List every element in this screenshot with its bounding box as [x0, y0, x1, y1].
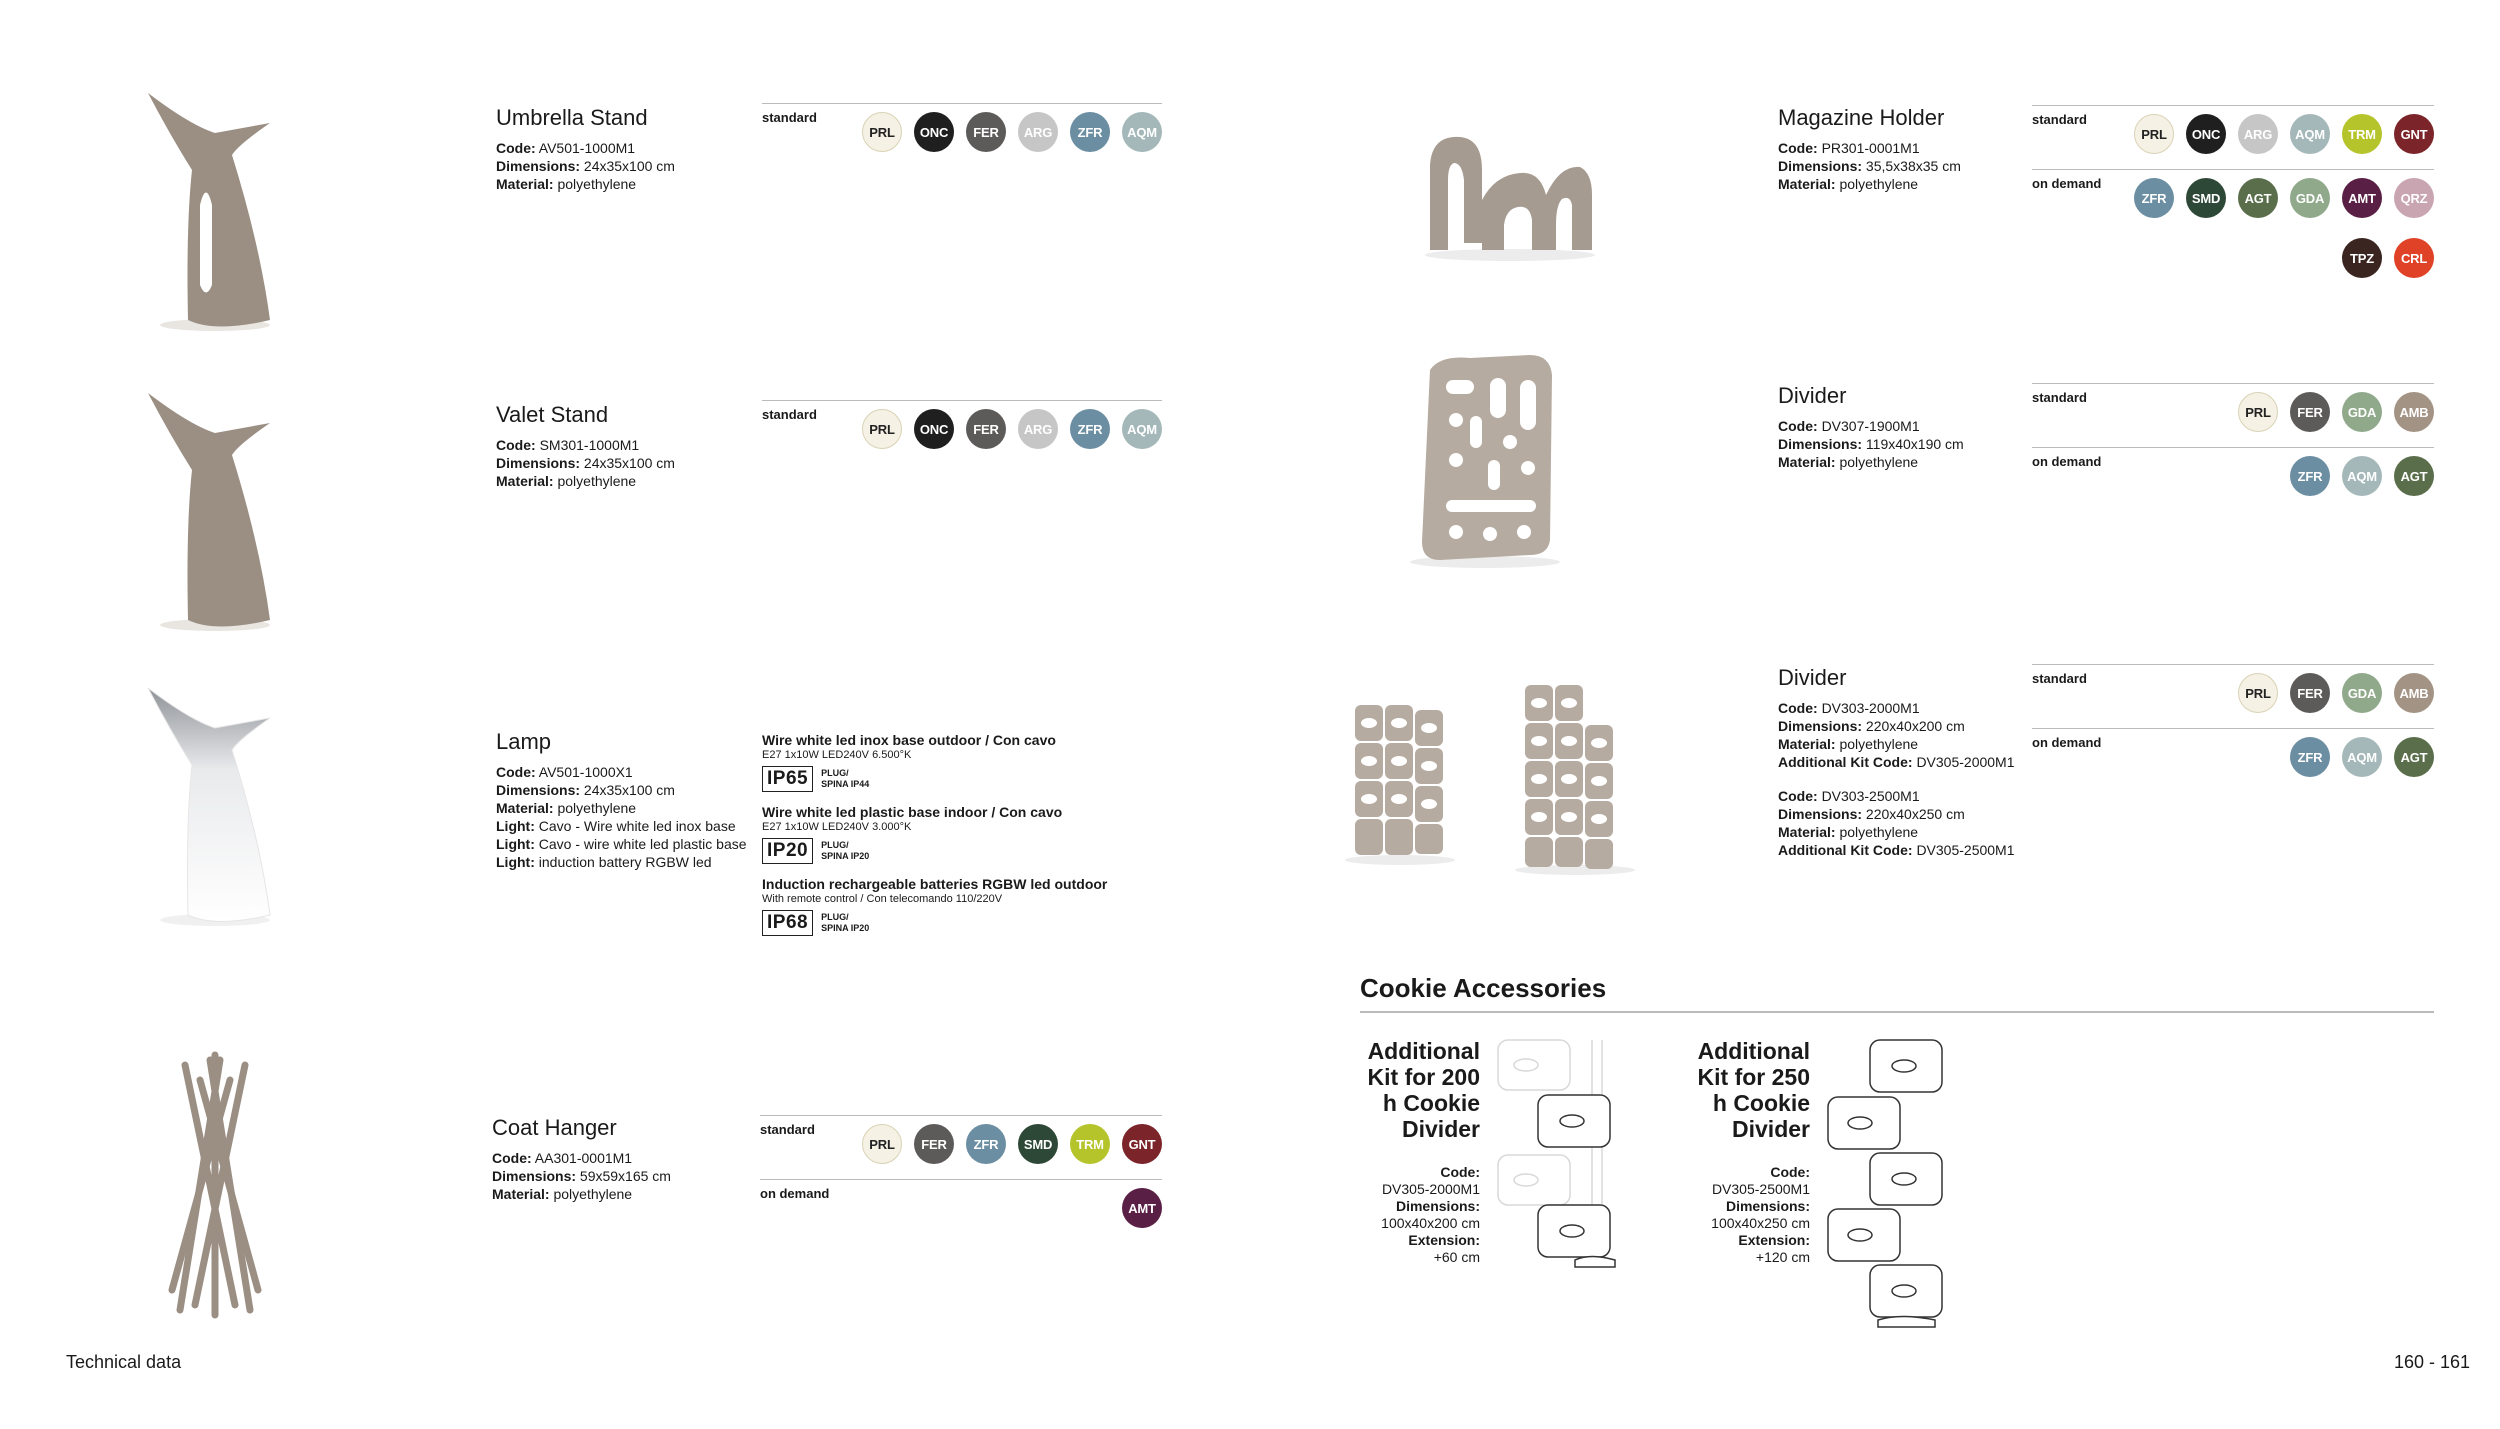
color-swatch-zfr: ZFR	[2134, 178, 2174, 218]
color-swatch-onc: ONC	[914, 409, 954, 449]
code-row	[1778, 417, 2028, 435]
kit-code-row	[1778, 753, 2030, 771]
light-label: Light:	[496, 836, 535, 852]
plug-label	[821, 840, 869, 862]
standard-colors-row	[2032, 664, 2434, 728]
color-swatch-aqm: AQM	[1122, 409, 1162, 449]
color-swatch-fer: FER	[2290, 392, 2330, 432]
color-swatch-prl: PRL	[2134, 114, 2174, 154]
color-swatch-gda: GDA	[2290, 178, 2330, 218]
ip-rating	[762, 838, 1182, 864]
code-label: Code:	[496, 764, 536, 780]
code-value: DV305-2500M1	[1711, 1181, 1810, 1197]
plug-line: PLUG/	[821, 912, 849, 922]
color-swatch-aqm: AQM	[2342, 737, 2382, 777]
dimensions-label: Dimensions:	[496, 455, 581, 471]
material-row	[492, 1185, 752, 1203]
light-value: Cavo - Wire white led inox base	[538, 818, 736, 834]
code-label: Code:	[496, 437, 536, 453]
material-label: Material:	[1778, 824, 1836, 840]
dimensions-value: 100x40x250 cm	[1711, 1215, 1810, 1231]
material-label: Material:	[1778, 736, 1836, 752]
valet-stand-image	[120, 385, 290, 635]
color-swatch-qrz: QRZ	[2394, 178, 2434, 218]
product-details	[1778, 665, 2030, 859]
color-swatch-onc: ONC	[2186, 114, 2226, 154]
ip-rating	[762, 910, 1182, 936]
swatch-list	[2290, 456, 2434, 496]
color-swatch-arg: ARG	[2238, 114, 2278, 154]
option-title: Wire white led inox base outdoor / Con cavo	[762, 732, 1056, 748]
lamp-options	[762, 732, 1182, 948]
standard-label: standard	[762, 110, 817, 125]
product-name: Divider	[1778, 383, 1847, 408]
material-value: polyethylene	[557, 176, 637, 192]
light-label: Light:	[496, 818, 535, 834]
ip-rating	[762, 766, 1182, 792]
light-value: induction battery RGBW led	[538, 854, 712, 870]
dimensions-value: 220x40x250 cm	[1865, 806, 1965, 822]
code-row	[496, 139, 756, 157]
standard-label: standard	[762, 407, 817, 422]
lamp-option	[762, 732, 1182, 792]
color-swatch-prl: PRL	[862, 1124, 902, 1164]
material-value: polyethylene	[1839, 824, 1919, 840]
kit-200-drawing	[1490, 1035, 1630, 1275]
color-swatch-tpz: TPZ	[2342, 238, 2382, 278]
color-options	[2032, 664, 2434, 792]
code-label: Code:	[496, 140, 536, 156]
option-spec: With remote control / Con telecomando 110/220V	[762, 893, 1003, 905]
product-details	[496, 105, 756, 193]
product-details	[496, 402, 756, 490]
option-title: Wire white led plastic base indoor / Con cavo	[762, 804, 1063, 820]
swatch-list-extra	[2342, 238, 2434, 278]
code-label: Code:	[1778, 418, 1818, 434]
product-details	[1778, 105, 2028, 193]
material-label: Material:	[492, 1186, 550, 1202]
color-swatch-zfr: ZFR	[2290, 456, 2330, 496]
section-divider	[1360, 1011, 2434, 1013]
plug-line: SPINA IP20	[821, 851, 870, 861]
plug-label	[821, 768, 869, 790]
color-swatch-agt: AGT	[2238, 178, 2278, 218]
product-details	[1778, 383, 2028, 471]
material-value: polyethylene	[557, 800, 637, 816]
dimensions-value: 24x35x100 cm	[583, 455, 675, 471]
standard-colors-row	[2032, 105, 2434, 169]
swatch-list	[2238, 673, 2434, 713]
accessory-info	[1360, 1164, 1480, 1266]
color-swatch-fer: FER	[966, 409, 1006, 449]
color-swatch-crl: CRL	[2394, 238, 2434, 278]
swatch-list	[862, 409, 1162, 449]
product-name: Lamp	[496, 729, 552, 754]
code-value: AV501-1000X1	[538, 764, 633, 780]
swatch-list	[862, 1124, 1162, 1164]
color-swatch-smd: SMD	[2186, 178, 2226, 218]
code-value: SM301-1000M1	[539, 437, 640, 453]
dimensions-value: 119x40x190 cm	[1865, 436, 1964, 452]
color-swatch-fer: FER	[2290, 673, 2330, 713]
code-label: Code:	[1440, 1164, 1480, 1180]
code-label: Code:	[1778, 788, 1818, 804]
color-swatch-trm: TRM	[1070, 1124, 1110, 1164]
extension-label: Extension:	[1408, 1232, 1480, 1248]
dimensions-label: Dimensions:	[496, 158, 581, 174]
code-row	[492, 1149, 752, 1167]
color-swatch-zfr: ZFR	[1070, 112, 1110, 152]
option-title: Induction rechargeable batteries RGBW led outdoor	[762, 876, 1108, 892]
material-label: Material:	[496, 800, 554, 816]
color-swatch-zfr: ZFR	[2290, 737, 2330, 777]
standard-colors-row	[762, 103, 1162, 167]
code-row	[1778, 787, 2030, 805]
color-swatch-prl: PRL	[2238, 673, 2278, 713]
dimensions-row	[1778, 435, 2028, 453]
color-swatch-prl: PRL	[2238, 392, 2278, 432]
material-label: Material:	[1778, 176, 1836, 192]
accessory-kit-200	[1360, 1038, 1480, 1266]
product-name: Divider	[1778, 665, 1847, 690]
code-value: DV305-2000M1	[1381, 1181, 1480, 1197]
dimensions-label: Dimensions:	[1778, 806, 1863, 822]
dimensions-row	[492, 1167, 752, 1185]
material-value: polyethylene	[557, 473, 637, 489]
code-value: DV307-1900M1	[1821, 418, 1920, 434]
code-value: AV501-1000M1	[538, 140, 636, 156]
accessory-kit-250	[1690, 1038, 1810, 1266]
color-options	[2032, 105, 2434, 266]
material-row	[1778, 453, 2028, 471]
material-label: Material:	[496, 473, 554, 489]
code-value: DV303-2000M1	[1821, 700, 1920, 716]
swatch-list	[862, 112, 1162, 152]
code-label: Code:	[492, 1150, 532, 1166]
material-row	[496, 175, 756, 193]
coat-hanger-image	[160, 1050, 270, 1320]
color-swatch-gnt: GNT	[1122, 1124, 1162, 1164]
material-row	[1778, 175, 2028, 193]
on-demand-colors-row	[2032, 728, 2434, 792]
color-swatch-gda: GDA	[2342, 673, 2382, 713]
material-value: polyethylene	[1839, 736, 1919, 752]
color-options	[760, 1115, 1162, 1243]
material-row	[496, 799, 751, 817]
dimensions-row	[1778, 805, 2030, 823]
color-swatch-prl: PRL	[862, 112, 902, 152]
color-swatch-agt: AGT	[2394, 456, 2434, 496]
color-swatch-amt: AMT	[1122, 1188, 1162, 1228]
footer-section-label: Technical data	[66, 1352, 182, 1372]
light-row	[496, 817, 751, 835]
extension-label: Extension:	[1738, 1232, 1810, 1248]
on-demand-label: on demand	[2032, 176, 2102, 191]
code-row	[1778, 699, 2030, 717]
color-swatch-aqm: AQM	[1122, 112, 1162, 152]
material-value: polyethylene	[1839, 454, 1919, 470]
plug-label	[821, 912, 869, 934]
color-swatch-gnt: GNT	[2394, 114, 2434, 154]
extension-value: +60 cm	[1433, 1249, 1480, 1265]
plug-line: SPINA IP44	[821, 779, 870, 789]
kit-code-value: DV305-2000M1	[1916, 754, 2015, 770]
standard-label: standard	[760, 1122, 815, 1137]
color-swatch-zfr: ZFR	[966, 1124, 1006, 1164]
code-value: DV303-2500M1	[1821, 788, 1920, 804]
material-row	[1778, 735, 2030, 753]
standard-colors-row	[762, 400, 1162, 464]
kit-code-label: Additional Kit Code:	[1778, 842, 1913, 858]
material-row	[496, 472, 756, 490]
material-label: Material:	[496, 176, 554, 192]
dimensions-label: Dimensions:	[1778, 718, 1863, 734]
dimensions-label: Dimensions:	[1778, 436, 1863, 452]
kit-code-row	[1778, 841, 2030, 859]
color-swatch-fer: FER	[914, 1124, 954, 1164]
color-swatch-aqm: AQM	[2342, 456, 2382, 496]
on-demand-label: on demand	[760, 1186, 830, 1201]
color-swatch-agt: AGT	[2394, 737, 2434, 777]
light-row	[496, 835, 751, 853]
dimensions-label: Dimensions:	[496, 782, 581, 798]
dimensions-value: 220x40x200 cm	[1865, 718, 1965, 734]
swatch-list	[2290, 737, 2434, 777]
kit-code-value: DV305-2500M1	[1916, 842, 2015, 858]
accessory-info	[1690, 1164, 1810, 1266]
magazine-holder-image	[1420, 125, 1600, 265]
plug-line: SPINA IP20	[821, 923, 870, 933]
material-value: polyethylene	[1839, 176, 1919, 192]
color-swatch-onc: ONC	[914, 112, 954, 152]
light-row	[496, 853, 751, 871]
swatch-list	[2134, 114, 2434, 154]
on-demand-colors-row	[2032, 169, 2434, 266]
ip-badge: IP65	[762, 766, 813, 792]
product-details	[496, 729, 751, 871]
dimensions-row	[496, 157, 756, 175]
code-label: Code:	[1770, 1164, 1810, 1180]
dimensions-row	[1778, 717, 2030, 735]
material-value: polyethylene	[553, 1186, 633, 1202]
code-value: PR301-0001M1	[1821, 140, 1920, 156]
standard-colors-row	[2032, 383, 2434, 447]
spacer	[1778, 771, 2030, 787]
color-swatch-amb: AMB	[2394, 673, 2434, 713]
product-name: Magazine Holder	[1778, 105, 1945, 130]
lamp-image	[120, 680, 290, 930]
lamp-option	[762, 876, 1182, 936]
light-value: Cavo - wire white led plastic base	[538, 836, 747, 852]
product-name: Umbrella Stand	[496, 105, 648, 130]
color-swatch-aqm: AQM	[2290, 114, 2330, 154]
dimensions-value: 59x59x165 cm	[579, 1168, 671, 1184]
color-swatch-gda: GDA	[2342, 392, 2382, 432]
color-swatch-prl: PRL	[862, 409, 902, 449]
color-swatch-smd: SMD	[1018, 1124, 1058, 1164]
cookie-divider-image	[1340, 680, 1640, 880]
dimensions-label: Dimensions:	[1395, 1198, 1480, 1214]
dimensions-row	[1778, 157, 2028, 175]
dimensions-value: 35,5x38x35 cm	[1865, 158, 1961, 174]
swatch-list	[1122, 1188, 1162, 1228]
color-options	[2032, 383, 2434, 511]
color-swatch-zfr: ZFR	[1070, 409, 1110, 449]
section-title: Cookie Accessories	[1360, 973, 1607, 1003]
standard-label: standard	[2032, 112, 2087, 127]
color-swatch-trm: TRM	[2342, 114, 2382, 154]
color-options	[762, 400, 1162, 464]
dimensions-value: 100x40x200 cm	[1381, 1215, 1480, 1231]
dimensions-value: 24x35x100 cm	[583, 782, 675, 798]
groove-divider-image	[1400, 350, 1570, 570]
dimensions-value: 24x35x100 cm	[583, 158, 675, 174]
material-label: Material:	[1778, 454, 1836, 470]
lamp-option	[762, 804, 1182, 864]
on-demand-colors-row	[2032, 447, 2434, 511]
plug-line: PLUG/	[821, 768, 849, 778]
on-demand-label: on demand	[2032, 735, 2102, 750]
code-row	[1778, 139, 2028, 157]
footer-page-numbers: 160 - 161	[2393, 1352, 2470, 1372]
dimensions-label: Dimensions:	[1778, 158, 1863, 174]
standard-label: standard	[2032, 390, 2087, 405]
code-label: Code:	[1778, 140, 1818, 156]
plug-line: PLUG/	[821, 840, 849, 850]
ip-badge: IP20	[762, 838, 813, 864]
light-label: Light:	[496, 854, 535, 870]
standard-colors-row	[760, 1115, 1162, 1179]
on-demand-colors-row	[760, 1179, 1162, 1243]
product-details	[492, 1115, 752, 1203]
on-demand-label: on demand	[2032, 454, 2102, 469]
accessory-title: Additional Kit for 250 h Cookie Divider	[1697, 1038, 1810, 1142]
color-swatch-amb: AMB	[2394, 392, 2434, 432]
color-swatch-arg: ARG	[1018, 112, 1058, 152]
kit-250-drawing	[1828, 1040, 1942, 1327]
ip-badge: IP68	[762, 910, 813, 936]
code-label: Code:	[1778, 700, 1818, 716]
material-row	[1778, 823, 2030, 841]
color-swatch-amt: AMT	[2342, 178, 2382, 218]
extension-value: +120 cm	[1755, 1249, 1810, 1265]
accessory-title: Additional Kit for 200 h Cookie Divider	[1367, 1038, 1480, 1142]
umbrella-stand-image	[120, 85, 290, 335]
option-spec: E27 1x10W LED240V 6.500°K	[762, 749, 912, 761]
swatch-list	[2238, 392, 2434, 432]
color-options	[762, 103, 1162, 167]
product-name: Valet Stand	[496, 402, 609, 427]
dimensions-row	[496, 781, 751, 799]
swatch-list	[2134, 178, 2434, 218]
kit-code-label: Additional Kit Code:	[1778, 754, 1913, 770]
product-name: Coat Hanger	[492, 1115, 617, 1140]
dimensions-label: Dimensions:	[492, 1168, 577, 1184]
option-spec: E27 1x10W LED240V 3.000°K	[762, 821, 912, 833]
color-swatch-fer: FER	[966, 112, 1006, 152]
code-row	[496, 763, 751, 781]
code-row	[496, 436, 756, 454]
dimensions-row	[496, 454, 756, 472]
dimensions-label: Dimensions:	[1725, 1198, 1810, 1214]
code-value: AA301-0001M1	[534, 1150, 633, 1166]
color-swatch-arg: ARG	[1018, 409, 1058, 449]
standard-label: standard	[2032, 671, 2087, 686]
